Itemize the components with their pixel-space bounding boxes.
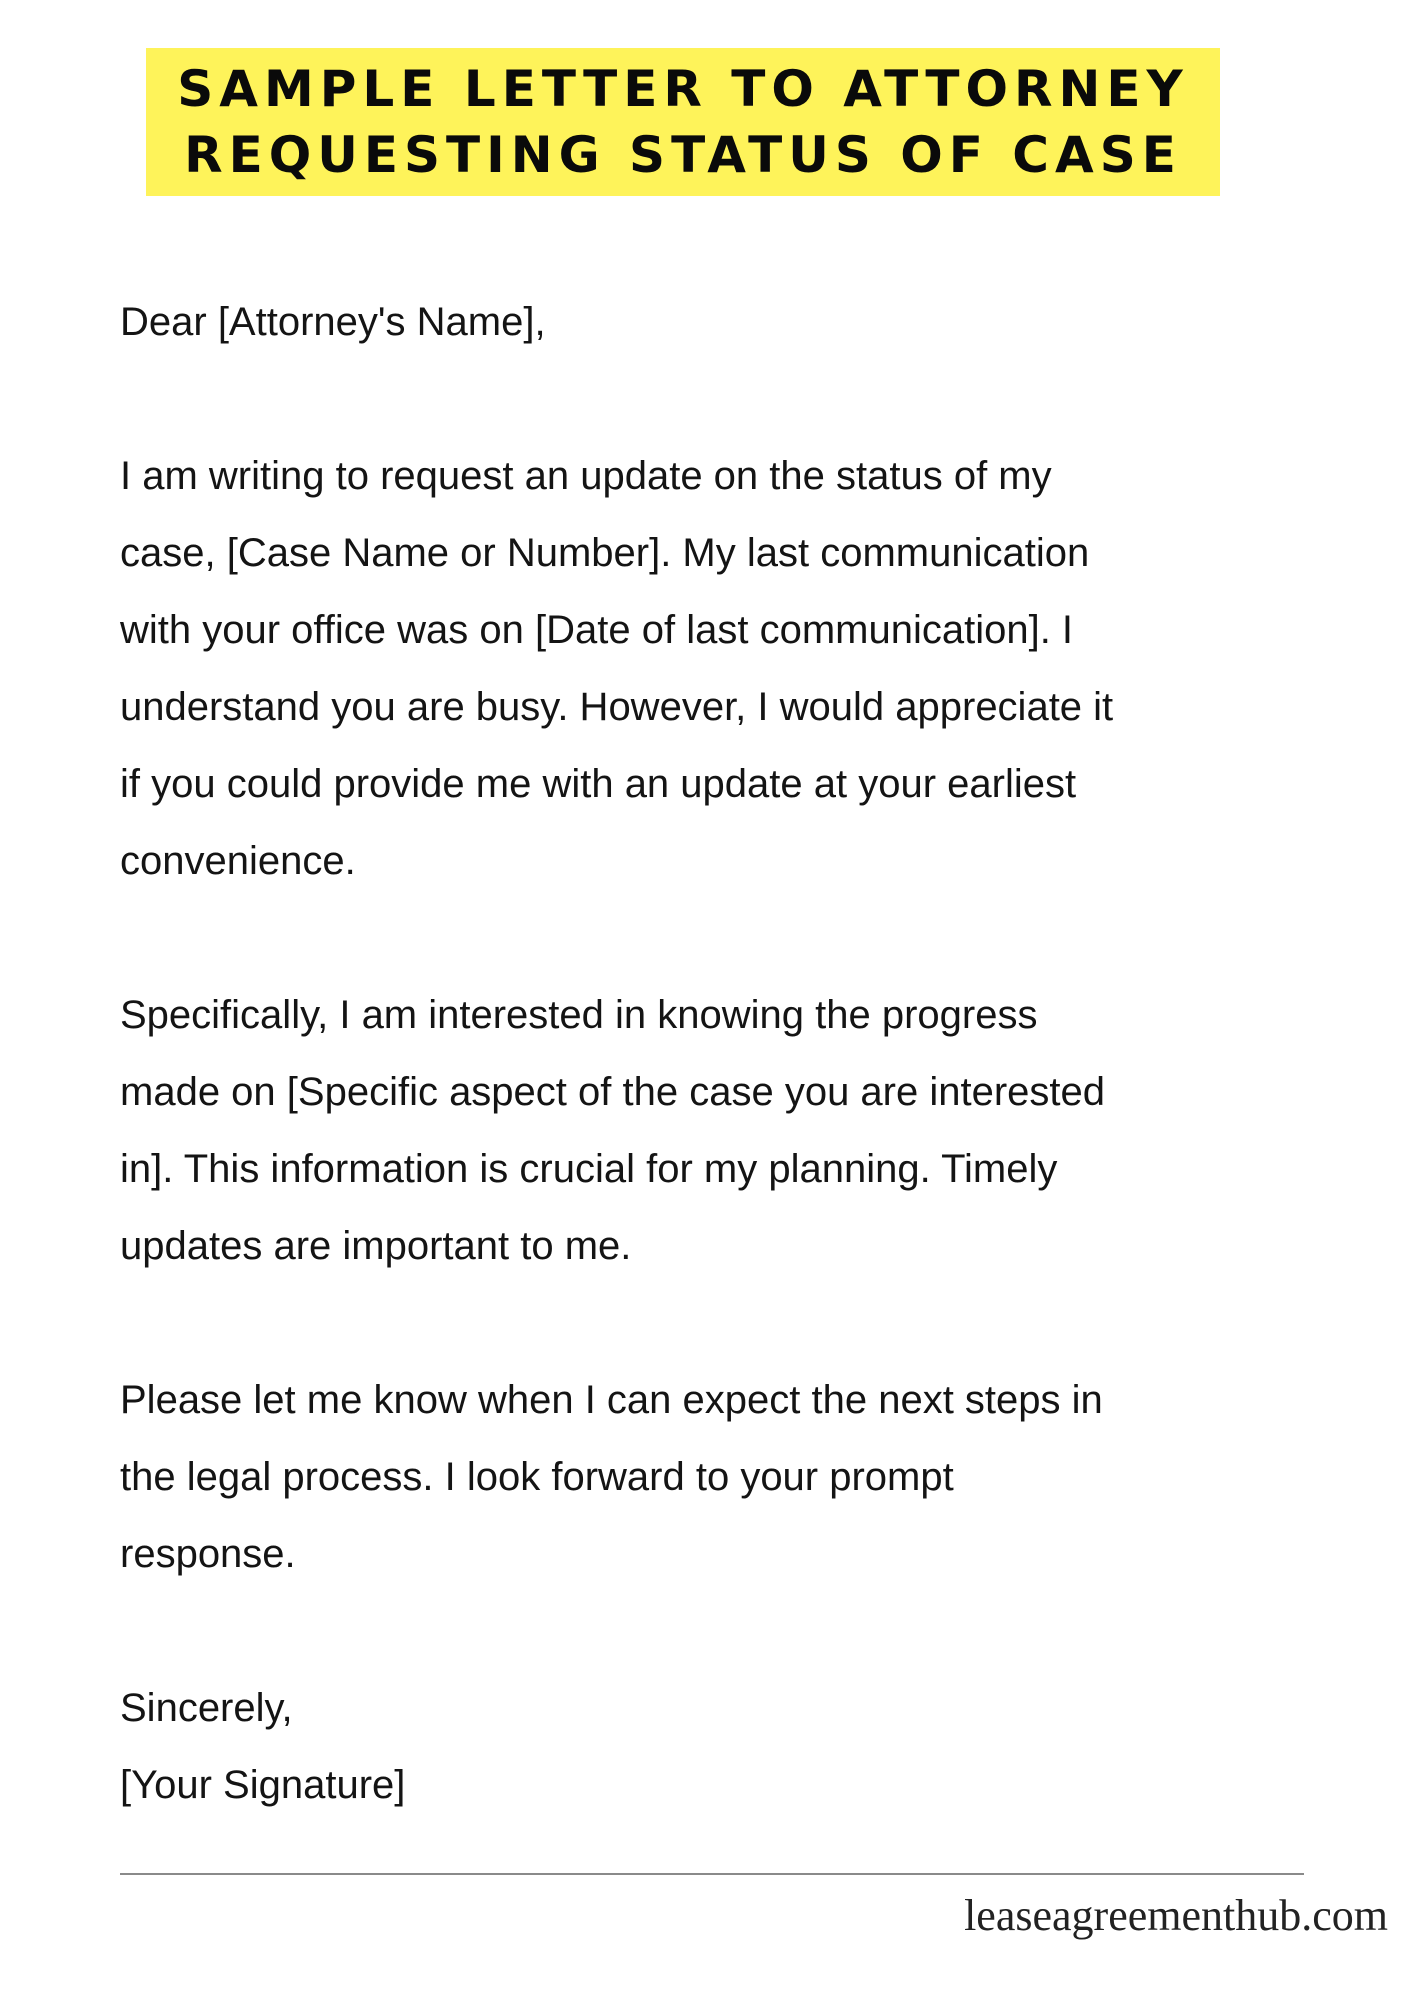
paragraph-line: made on [Specific aspect of the case you are interested (120, 1070, 1106, 1114)
paragraph-line: the legal process. I look forward to your prompt (120, 1455, 954, 1499)
title-line-1: SAMPLE LETTER TO ATTORNEY (177, 60, 1189, 118)
footer-site: leaseagreementhub.com (964, 1891, 1388, 1940)
paragraph-gap (120, 1285, 1340, 1362)
paragraph-line: in]. This information is crucial for my planning. Timely (120, 1147, 1058, 1191)
paragraph-line: understand you are busy. However, I would appreciate it (120, 685, 1114, 729)
closing: Sincerely, (120, 1686, 293, 1730)
letter-body (120, 284, 1340, 1824)
paragraph-line: case, [Case Name or Number]. My last communication (120, 531, 1090, 575)
footer-divider (120, 1873, 1304, 1875)
paragraph-line: convenience. (120, 839, 356, 883)
paragraph-gap (120, 900, 1340, 977)
title-banner (146, 48, 1220, 196)
title-line-2: REQUESTING STATUS OF CASE (184, 126, 1182, 184)
paragraph-line: updates are important to me. (120, 1224, 632, 1268)
paragraph-2 (120, 977, 1340, 1285)
paragraph-line: Please let me know when I can expect the next steps in (120, 1378, 1103, 1422)
paragraph-3 (120, 1362, 1340, 1593)
paragraph-line: I am writing to request an update on the status of my (120, 454, 1052, 498)
paragraph-line: if you could provide me with an update at your earliest (120, 762, 1077, 806)
paragraph-gap (120, 361, 1340, 438)
paragraph-gap (120, 1593, 1340, 1670)
paragraph-line: response. (120, 1532, 296, 1576)
salutation: Dear [Attorney's Name], (120, 300, 546, 344)
signature: [Your Signature] (120, 1763, 406, 1807)
paragraph-line: Specifically, I am interested in knowing the progress (120, 993, 1038, 1037)
paragraph-line: with your office was on [Date of last communication]. I (120, 608, 1074, 652)
paragraph-1 (120, 438, 1340, 900)
